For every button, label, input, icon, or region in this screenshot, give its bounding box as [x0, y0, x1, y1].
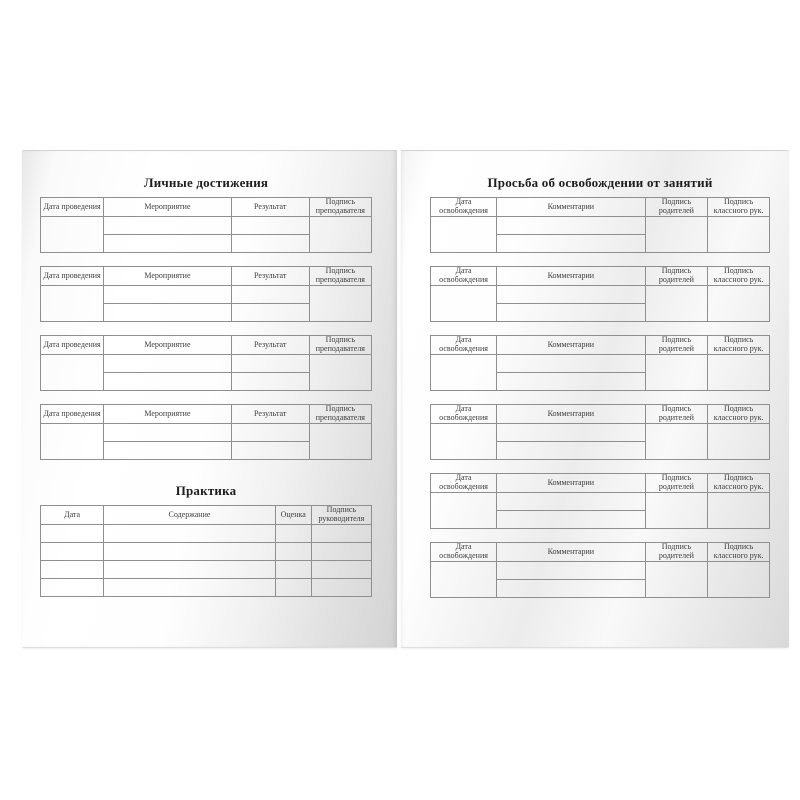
empty-cell-signature [311, 525, 371, 543]
column-header-grade: Оценка [275, 506, 311, 525]
empty-cell-class-teacher-signature [708, 562, 770, 598]
empty-cell-release-date [431, 355, 497, 391]
empty-cell-result [231, 355, 309, 373]
empty-cell-result [231, 217, 309, 235]
empty-cell-event [104, 373, 231, 391]
empty-cell-comments [497, 580, 645, 598]
empty-cell-signature [311, 543, 371, 561]
empty-cell-content [104, 579, 275, 597]
column-header-class-teacher-signature: Подпись классного рук. [708, 267, 770, 286]
empty-cell-class-teacher-signature [708, 493, 770, 529]
empty-cell-signature [309, 355, 371, 391]
diary-page-right [401, 150, 789, 648]
empty-cell-release-date [431, 562, 497, 598]
empty-cell-event [104, 286, 231, 304]
empty-cell-comments [497, 304, 645, 322]
empty-cell-comments [497, 493, 645, 511]
achievements-tables [40, 197, 372, 460]
empty-cell-date [41, 525, 104, 543]
column-header-release-date: Дата освобождения [431, 198, 497, 217]
release-empty-row [431, 424, 770, 442]
empty-cell-parents-signature [645, 493, 708, 529]
release-empty-row [431, 286, 770, 304]
empty-cell-comments [497, 373, 645, 391]
release-empty-row [431, 217, 770, 235]
empty-cell-event [104, 424, 231, 442]
empty-cell-class-teacher-signature [708, 424, 770, 460]
empty-cell-event-date [41, 217, 104, 253]
empty-cell-grade [275, 525, 311, 543]
empty-cell-parents-signature [645, 355, 708, 391]
empty-cell-event [104, 442, 231, 460]
column-header-comments: Комментарии [497, 474, 645, 493]
empty-cell-comments [497, 217, 645, 235]
column-header-result: Результат [231, 336, 309, 355]
achievements-empty-row [41, 286, 372, 304]
release-table [430, 335, 770, 391]
empty-cell-class-teacher-signature [708, 286, 770, 322]
column-header-parents-signature: Подпись родителей [645, 267, 708, 286]
empty-cell-signature [309, 217, 371, 253]
empty-cell-grade [275, 543, 311, 561]
column-header-event: Мероприятие [104, 336, 231, 355]
release-header-row [431, 405, 770, 424]
empty-cell-comments [497, 424, 645, 442]
column-header-result: Результат [231, 198, 309, 217]
column-header-release-date: Дата освобождения [431, 474, 497, 493]
empty-cell-content [104, 543, 275, 561]
column-header-class-teacher-signature: Подпись классного рук. [708, 543, 770, 562]
release-table [430, 266, 770, 322]
empty-cell-signature [311, 579, 371, 597]
empty-cell-event-date [41, 355, 104, 391]
column-header-content: Содержание [104, 506, 275, 525]
release-table [430, 404, 770, 460]
release-empty-row [431, 562, 770, 580]
column-header-release-date: Дата освобождения [431, 336, 497, 355]
column-header-date: Дата [41, 506, 104, 525]
empty-cell-date [41, 543, 104, 561]
column-header-teacher-signature: Подпись преподавателя [309, 198, 371, 217]
achievements-header-row [41, 405, 372, 424]
empty-cell-result [231, 304, 309, 322]
achievements-section-title: Личные достижения [143, 175, 269, 190]
column-header-comments: Комментарии [497, 405, 645, 424]
empty-cell-content [104, 561, 275, 579]
empty-cell-event-date [41, 286, 104, 322]
column-header-parents-signature: Подпись родителей [645, 405, 708, 424]
achievements-header-row [41, 198, 372, 217]
practice-empty-row [41, 579, 372, 597]
achievements-header-row [41, 336, 372, 355]
column-header-class-teacher-signature: Подпись классного рук. [708, 336, 770, 355]
achievements-empty-row [41, 424, 372, 442]
achievements-table [40, 266, 372, 322]
column-header-class-teacher-signature: Подпись классного рук. [708, 405, 770, 424]
release-header-row [431, 543, 770, 562]
empty-cell-result [231, 373, 309, 391]
empty-cell-result [231, 286, 309, 304]
release-table [430, 473, 770, 529]
empty-cell-signature [309, 286, 371, 322]
column-header-release-date: Дата освобождения [431, 543, 497, 562]
column-header-event-date: Дата проведения [41, 336, 104, 355]
empty-cell-class-teacher-signature [708, 217, 770, 253]
empty-cell-class-teacher-signature [708, 355, 770, 391]
empty-cell-parents-signature [645, 217, 708, 253]
column-header-release-date: Дата освобождения [431, 267, 497, 286]
release-table [430, 197, 770, 253]
column-header-result: Результат [231, 405, 309, 424]
empty-cell-result [231, 424, 309, 442]
empty-cell-result [231, 442, 309, 460]
empty-cell-parents-signature [645, 424, 708, 460]
practice-empty-row [41, 561, 372, 579]
column-header-parents-signature: Подпись родителей [645, 474, 708, 493]
empty-cell-release-date [431, 286, 497, 322]
empty-cell-event [104, 217, 231, 235]
empty-cell-parents-signature [645, 286, 708, 322]
practice-table [40, 505, 372, 597]
release-header-row [431, 336, 770, 355]
achievements-empty-row [41, 355, 372, 373]
right-page-content [401, 151, 789, 598]
column-header-result: Результат [231, 267, 309, 286]
column-header-comments: Комментарии [497, 543, 645, 562]
column-header-comments: Комментарии [497, 336, 645, 355]
empty-cell-event [104, 355, 231, 373]
column-header-event-date: Дата проведения [41, 405, 104, 424]
practice-section-title: Практика [175, 483, 237, 498]
release-empty-row [431, 355, 770, 373]
diary-spread [22, 150, 789, 648]
release-section-title: Просьба об освобождении от занятий [487, 175, 713, 190]
practice-header-row [41, 506, 372, 525]
achievements-header-row [41, 267, 372, 286]
practice-empty-row [41, 543, 372, 561]
column-header-teacher-signature: Подпись преподавателя [309, 336, 371, 355]
empty-cell-date [41, 579, 104, 597]
column-header-comments: Комментарии [497, 267, 645, 286]
empty-cell-result [231, 235, 309, 253]
column-header-event-date: Дата проведения [41, 267, 104, 286]
achievements-table [40, 335, 372, 391]
empty-cell-comments [497, 562, 645, 580]
empty-cell-grade [275, 579, 311, 597]
empty-cell-comments [497, 442, 645, 460]
practice-empty-row [41, 525, 372, 543]
empty-cell-signature [311, 561, 371, 579]
release-table [430, 542, 770, 598]
achievements-table [40, 197, 372, 253]
column-header-event-date: Дата проведения [41, 198, 104, 217]
empty-cell-release-date [431, 493, 497, 529]
empty-cell-comments [497, 511, 645, 529]
column-header-class-teacher-signature: Подпись классного рук. [708, 198, 770, 217]
empty-cell-content [104, 525, 275, 543]
column-header-supervisor-signature: Подпись руководителя [311, 506, 371, 525]
empty-cell-release-date [431, 217, 497, 253]
empty-cell-event [104, 235, 231, 253]
empty-cell-release-date [431, 424, 497, 460]
column-header-release-date: Дата освобождения [431, 405, 497, 424]
empty-cell-comments [497, 286, 645, 304]
empty-cell-comments [497, 355, 645, 373]
column-header-parents-signature: Подпись родителей [645, 336, 708, 355]
empty-cell-grade [275, 561, 311, 579]
column-header-comments: Комментарии [497, 198, 645, 217]
release-empty-row [431, 493, 770, 511]
empty-cell-event-date [41, 424, 104, 460]
empty-cell-comments [497, 235, 645, 253]
empty-cell-date [41, 561, 104, 579]
column-header-teacher-signature: Подпись преподавателя [309, 267, 371, 286]
achievements-empty-row [41, 217, 372, 235]
release-tables [430, 197, 770, 598]
empty-cell-parents-signature [645, 562, 708, 598]
column-header-event: Мероприятие [104, 267, 231, 286]
empty-cell-event [104, 304, 231, 322]
release-header-row [431, 267, 770, 286]
diary-page-left [22, 150, 397, 648]
column-header-parents-signature: Подпись родителей [645, 198, 708, 217]
release-header-row [431, 198, 770, 217]
column-header-parents-signature: Подпись родителей [645, 543, 708, 562]
column-header-class-teacher-signature: Подпись классного рук. [708, 474, 770, 493]
column-header-event: Мероприятие [104, 198, 231, 217]
release-header-row [431, 474, 770, 493]
achievements-table [40, 404, 372, 460]
column-header-event: Мероприятие [104, 405, 231, 424]
column-header-teacher-signature: Подпись преподавателя [309, 405, 371, 424]
empty-cell-signature [309, 424, 371, 460]
left-page-content [22, 151, 397, 597]
